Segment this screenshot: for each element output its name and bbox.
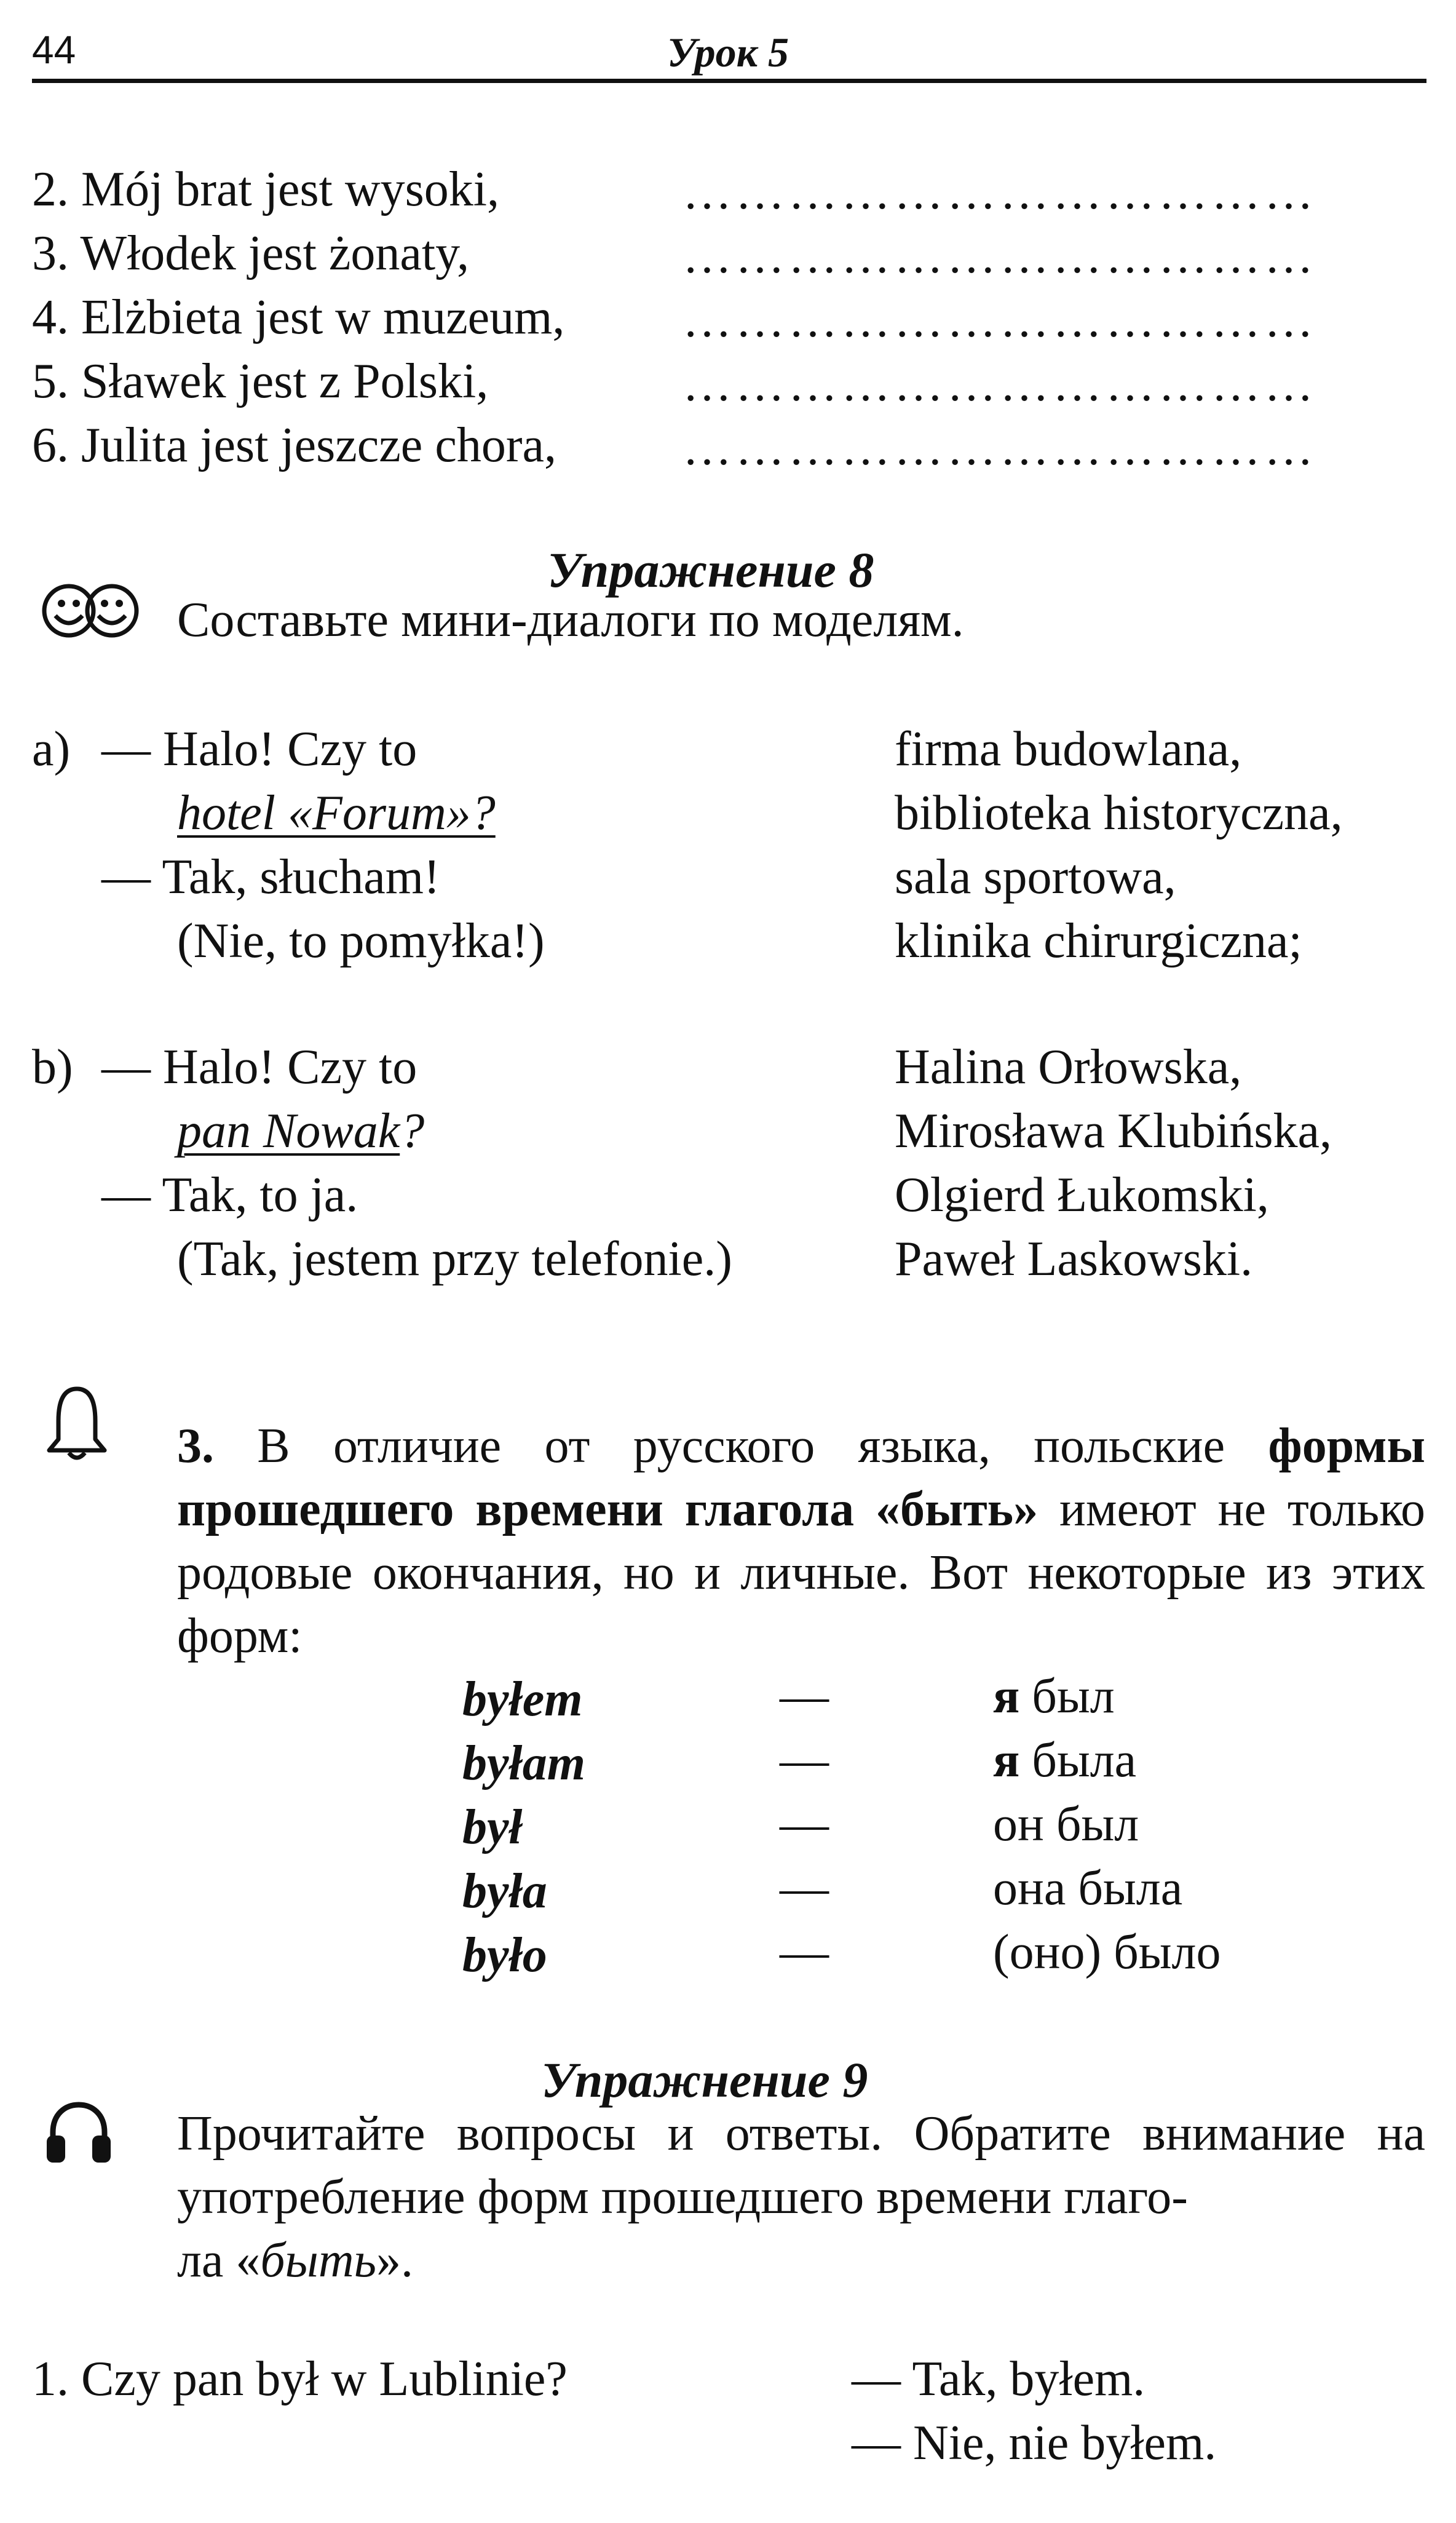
answer-blank: ……………………………… bbox=[682, 165, 1317, 220]
dialog-model-line bbox=[177, 1104, 425, 1158]
exercise-9-instruction: Прочитайте вопросы и ответы. Обратите внимание на употребление форм прошедшего времени глаго- ла «быть». bbox=[177, 2107, 1425, 2287]
dialog-line: (Tak, jestem przy telefonie.) bbox=[177, 1232, 732, 1286]
emphasized-verb: быть bbox=[260, 2233, 377, 2287]
header-rule bbox=[32, 79, 1426, 83]
grammar-note-text: В отличие от русского языка, польские bbox=[214, 1419, 1268, 1473]
verb-form: był bbox=[462, 1800, 523, 1854]
dialog-line: — Halo! Czy to bbox=[101, 722, 417, 776]
substitution-item: klinika chirurgiczna; bbox=[895, 914, 1302, 968]
answer-blank: ……………………………… bbox=[682, 357, 1317, 411]
answer: — Nie, nie byłem. bbox=[852, 2416, 1217, 2470]
substitution-item: sala sportowa, bbox=[895, 850, 1176, 904]
form-dash: — bbox=[780, 1669, 829, 1723]
substitution-item: biblioteka historyczna, bbox=[895, 786, 1343, 840]
list-item: 4. Elżbieta jest w muzeum, bbox=[32, 290, 565, 344]
running-title: Урок 5 bbox=[667, 29, 789, 76]
dialog-marker: a) bbox=[32, 722, 71, 776]
list-item: 2. Mój brat jest wysoki, bbox=[32, 162, 499, 217]
list-item: 6. Julita jest jeszcze chora, bbox=[32, 418, 556, 472]
instruction-text: Прочитайте вопросы и ответы. Обратите внимание на употребление форм прошедшего времени глаго- bbox=[177, 2107, 1425, 2224]
dialog-model-phrase: pan Nowak bbox=[177, 1104, 400, 1158]
answer-blank: ……………………………… bbox=[682, 421, 1317, 475]
form-translation: я был bbox=[993, 1669, 1115, 1723]
question: 1. Czy pan był w Lublinie? bbox=[32, 2352, 568, 2406]
form-translation: он был bbox=[993, 1797, 1139, 1851]
two-faces-icon bbox=[38, 581, 143, 640]
dialog-model-phrase: hotel «Forum»? bbox=[177, 786, 496, 840]
dialog-line: — Halo! Czy to bbox=[101, 1040, 417, 1094]
answer: — Tak, byłem. bbox=[852, 2352, 1145, 2406]
verb-form: było bbox=[462, 1928, 547, 1982]
form-dash: — bbox=[780, 1925, 829, 1979]
form-dash: — bbox=[780, 1861, 829, 1915]
grammar-note-bold: формы прошедшего времени глагола «быть» bbox=[177, 1419, 1425, 1536]
form-translation: я была bbox=[993, 1733, 1137, 1787]
form-dash: — bbox=[780, 1797, 829, 1851]
verb-form: byłem bbox=[462, 1672, 583, 1726]
substitution-item: firma budowlana, bbox=[895, 722, 1242, 776]
list-item: 5. Sławek jest z Polski, bbox=[32, 354, 489, 408]
headphones-icon bbox=[42, 2099, 116, 2166]
page-number: 44 bbox=[32, 28, 76, 72]
grammar-note-text: имеют не только родовые окончания, но и личные. Вот некоторые из этих форм: bbox=[177, 1482, 1425, 1663]
substitution-item: Olgierd Łukomski, bbox=[895, 1168, 1269, 1222]
list-item: 3. Włodek jest żonaty, bbox=[32, 226, 469, 280]
verb-form: była bbox=[462, 1864, 547, 1918]
form-dash: — bbox=[780, 1733, 829, 1787]
substitution-item: Mirosława Klubińska, bbox=[895, 1104, 1332, 1158]
exercise-8-title: Упражнение 8 bbox=[547, 542, 874, 598]
exercise-9-title: Упражнение 9 bbox=[541, 2052, 868, 2108]
dialog-line: (Nie, to pomyłka!) bbox=[177, 914, 545, 968]
answer-blank: ……………………………… bbox=[682, 293, 1317, 348]
substitution-item: Halina Orłowska, bbox=[895, 1040, 1242, 1094]
exercise-8-instruction: Составьте мини-диалоги по моделям. bbox=[177, 593, 964, 647]
form-translation: она была bbox=[993, 1861, 1183, 1915]
grammar-note-number: 3. bbox=[177, 1419, 214, 1473]
verb-form: byłam bbox=[462, 1736, 585, 1790]
substitution-item: Paweł Laskowski. bbox=[895, 1232, 1253, 1286]
bell-icon bbox=[43, 1384, 111, 1464]
form-translation: (оно) было bbox=[993, 1925, 1221, 1979]
answer-blank: ……………………………… bbox=[682, 229, 1317, 284]
dialog-marker: b) bbox=[32, 1040, 73, 1094]
dialog-line: — Tak, słucham! bbox=[101, 850, 440, 904]
grammar-note-paragraph bbox=[177, 1415, 1425, 1668]
dialog-line: — Tak, to ja. bbox=[101, 1168, 358, 1222]
dialog-question-mark: ? bbox=[400, 1104, 425, 1158]
